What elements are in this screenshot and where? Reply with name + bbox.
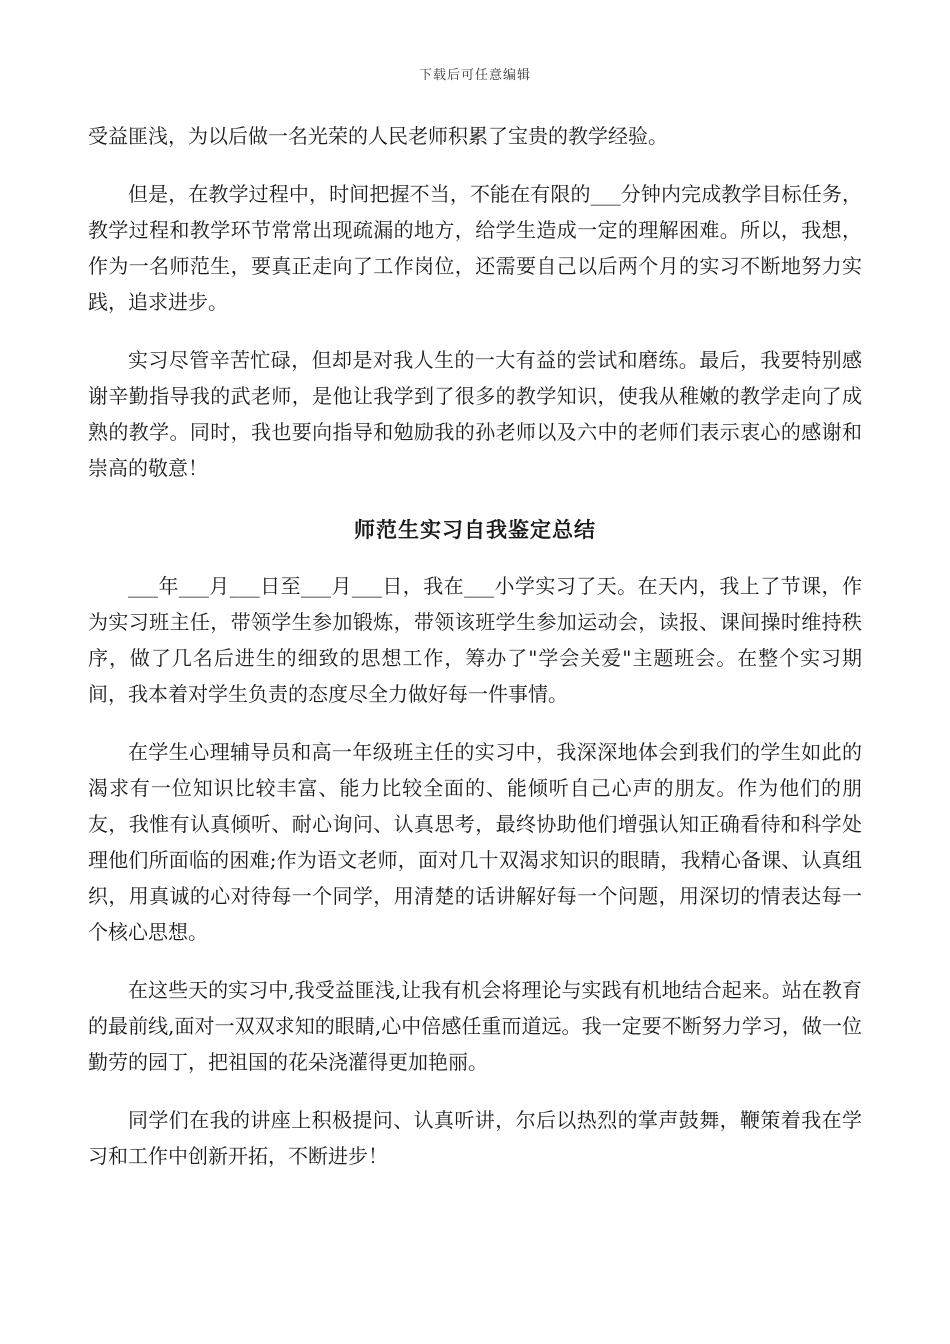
paragraph-5: 在学生心理辅导员和高一年级班主任的实习中，我深深地体会到我们的学生如此的渴求有一位知识比较丰富、能力比较全面的、能倾听自己心声的朋友。作为他们的朋友，我惟有认真倾听、耐心询问、认真思考，最终协助他们增强认知正确看待和科学处理他们所面临的困难;作为语文老师，面对几十双渴求知识的眼睛，我精心备课、认真组织，用真诚的心对待每一个同学，用清楚的话讲解好每一个问题，用深切的情表达每一个核心思想。 (88, 740, 862, 944)
paragraph-3: 实习尽管辛苦忙碌，但却是对我人生的一大有益的尝试和磨练。最后，我要特别感谢辛勤指导我的武老师，是他让我学到了很多的教学知识，使我从稚嫩的教学走向了成熟的教学。同时，我也要向指导和勉励我的孙老师以及六中的老师们表示衷心的感谢和崇高的敬意！ (88, 348, 862, 480)
header-note: 下载后可任意编辑 (418, 68, 531, 83)
document-body (88, 118, 862, 1174)
paragraph-1: 受益匪浅，为以后做一名光荣的人民老师积累了宝贵的教学经验。 (88, 124, 668, 148)
paragraph-6: 在这些天的实习中,我受益匪浅,让我有机会将理论与实践有机地结合起来。站在教育的最前线,面对一双双求知的眼睛,心中倍感任重而道远。我一定要不断努力学习，做一位勤劳的园丁，把祖国的花朵浇灌得更加艳丽。 (88, 978, 862, 1074)
section-title: 师范生实习自我鉴定总结 (354, 517, 596, 542)
paragraph-7: 同学们在我的讲座上积极提问、认真听讲，尔后以热烈的掌声鼓舞，鞭策着我在学习和工作中创新开拓，不断进步！ (88, 1108, 862, 1168)
paragraph-2: 但是，在教学过程中，时间把握不当，不能在有限的___分钟内完成教学目标任务，教学过程和教学环节常常出现疏漏的地方，给学生造成一定的理解困难。所以，我想，作为一名师范生，要真正走向了工作岗位，还需要自己以后两个月的实习不断地努力实践，追求进步。 (88, 182, 862, 314)
paragraph-4: ___年___月___日至___月___日，我在___小学实习了天。在天内，我上了节课，作为实习班主任，带领学生参加锻炼，带领该班学生参加运动会，读报、课间操时维持秩序，做了几名后进生的细致的思想工作，筹办了"学会关爱"主题班会。在整个实习期间，我本着对学生负责的态度尽全力做好每一件事情。 (88, 574, 862, 706)
